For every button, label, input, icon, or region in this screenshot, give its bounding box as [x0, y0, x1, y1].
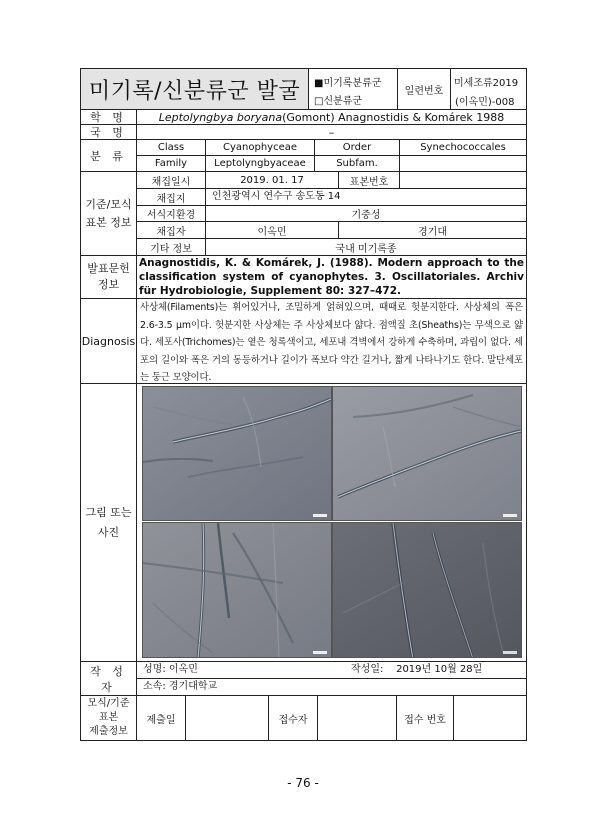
class-value: Cyanophyceae — [205, 139, 315, 156]
subfamily-value — [399, 155, 527, 172]
other-info-label: 기타 정보 — [136, 238, 206, 256]
author-label: 작 성 자 — [80, 661, 137, 696]
serial-label: 일련번호 — [397, 68, 451, 110]
micrograph-3 — [142, 522, 332, 658]
filament-micrograph-2 — [333, 387, 522, 521]
specimen-no-value — [399, 171, 527, 189]
submission-date-label: 제출일 — [136, 695, 186, 741]
write-date-label: 작성일: — [351, 664, 384, 675]
collection-site-label: 채집지 — [136, 188, 206, 206]
submission-label-line1: 모식/기준 — [87, 698, 130, 709]
authority: (Gomont) Anagnostidis & Komárek 1988 — [282, 110, 505, 124]
serial-value-line2: (이옥민)-008 — [455, 97, 515, 108]
collection-site-value: 인천광역시 연수구 송도동 14 — [205, 188, 527, 206]
serial-value — [450, 68, 527, 110]
micrograph-1 — [142, 386, 332, 521]
literature-label — [80, 255, 137, 299]
scientific-name-value — [136, 109, 527, 125]
specimen-label-line2: 표본 정보 — [85, 215, 132, 229]
document-title: 미기록/신분류군 발굴 — [80, 68, 309, 110]
diagnosis-text: 사상체(Filaments)는 휘어있거나, 조밀하게 얽혀있으며, 때때로 헛분지한다. 사상체의 폭은 2.6-3.5 μm이다. 헛분지한 사상체는 주 사상체보다 얇다. 점액질 초(Sheaths)는 무색으로 얇다. 세포사(Trichomes)는 옅은 청록색이고, 세포내 격벽에서 강하게 수축하며, 과립이 없다. 세포의 길이와 폭은 거의 동등하거나 길이가 폭보다 약간 길거나, 짧게 나타나기도 한다. 말단세포는 둥근 모양이다. — [140, 302, 523, 383]
scientific-name-label: 학 명 — [80, 109, 137, 125]
literature-text: Anagnostidis, K. & Komárek, J. (1988). Modern approach to the classification system of cyanophytes. 3. Oscillatoriales. Archiv für Hydrobiologie, Supplement 80: 327–472. — [139, 257, 524, 297]
habitat-value: 기중성 — [205, 205, 527, 222]
option-new-taxon: □신분류군 — [314, 96, 363, 107]
order-value: Synechococcales — [399, 139, 527, 156]
author-name-cell — [136, 661, 527, 679]
subfamily-label: Subfam. — [314, 155, 400, 172]
author-org-cell — [136, 678, 527, 696]
class-label: Class — [136, 139, 206, 156]
specimen-label-line1: 기준/모식 — [85, 197, 132, 211]
korean-name-label: 국 명 — [80, 124, 137, 140]
figure-label — [80, 383, 137, 662]
collection-date-label: 채집일시 — [136, 171, 206, 189]
diagnosis-value — [136, 298, 527, 384]
other-info-value: 국내 미기록종 — [205, 238, 527, 256]
literature-value — [136, 255, 527, 299]
receiver-value — [317, 695, 397, 741]
submission-label — [80, 695, 137, 741]
habitat-label: 서식지환경 — [136, 205, 206, 222]
order-label: Order — [314, 139, 400, 156]
receiver-label: 접수자 — [268, 695, 318, 741]
filament-micrograph-1 — [143, 387, 332, 521]
family-value: Leptolyngbyaceae — [205, 155, 315, 172]
filament-micrograph-4 — [333, 523, 522, 658]
write-date — [351, 662, 482, 678]
collector-affiliation: 경기대 — [338, 221, 527, 239]
author-name-value: 이옥민 — [168, 664, 198, 675]
family-label: Family — [136, 155, 206, 172]
page-number: - 76 - — [287, 776, 319, 790]
figure-label-line1: 그림 또는 — [85, 505, 132, 519]
collector-value: 이옥민 — [205, 221, 339, 239]
literature-label-line2: 정보 — [97, 278, 120, 291]
micrograph-2 — [332, 386, 522, 521]
micrograph-4 — [332, 522, 522, 658]
write-date-value: 2019년 10월 28일 — [396, 664, 483, 675]
filament-micrograph-3 — [143, 523, 332, 658]
serial-value-line1: 미세조류2019 — [454, 78, 519, 89]
diagnosis-label: Diagnosis — [80, 298, 137, 384]
literature-label-line1: 발표문헌 — [87, 262, 130, 275]
figure-label-line2: 사진 — [97, 525, 120, 539]
genus-species: Leptolyngbya boryana — [158, 110, 283, 124]
submission-label-line2: 표본 — [98, 712, 119, 723]
collection-date-value: 2019. 01. 17 — [205, 171, 339, 189]
receipt-no-value — [453, 695, 527, 741]
category-options — [308, 68, 398, 110]
option-unrecorded: ■미기록분류군 — [314, 78, 382, 89]
author-name-label: 성명: — [143, 664, 169, 675]
specimen-no-label: 표본번호 — [338, 171, 400, 189]
author-org-value: 경기대학교 — [168, 681, 218, 692]
specimen-section-label — [80, 171, 137, 256]
korean-name-value: – — [136, 124, 527, 140]
submission-date-value — [185, 695, 269, 741]
author-org-label: 소속: — [143, 681, 169, 692]
receipt-no-label: 접수 번호 — [396, 695, 454, 741]
collector-label: 채집자 — [136, 221, 206, 239]
submission-label-line3: 제출정보 — [89, 726, 128, 737]
classification-label: 분 류 — [80, 139, 137, 172]
